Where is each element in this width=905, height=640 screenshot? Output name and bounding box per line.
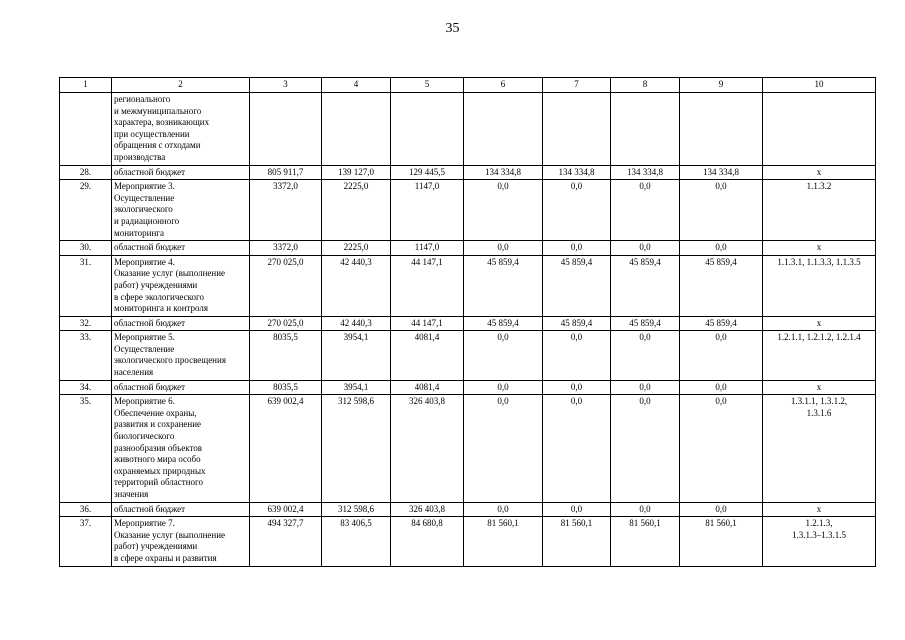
year-cell: 0,0 xyxy=(543,395,611,502)
year-cell: 45 859,4 xyxy=(611,255,680,316)
year-cell: 84 680,8 xyxy=(391,517,464,566)
year-cell: 129 445,5 xyxy=(391,165,464,180)
total-cell: 3372,0 xyxy=(250,180,322,241)
year-cell: 326 403,8 xyxy=(391,395,464,502)
year-cell: 0,0 xyxy=(464,502,543,517)
year-cell: 45 859,4 xyxy=(464,255,543,316)
column-header: 3 xyxy=(250,78,322,93)
year-cell: 81 560,1 xyxy=(680,517,763,566)
year-cell: 0,0 xyxy=(611,380,680,395)
year-cell: 81 560,1 xyxy=(464,517,543,566)
column-header: 2 xyxy=(112,78,250,93)
total-cell: 8035,5 xyxy=(250,380,322,395)
year-cell: 81 560,1 xyxy=(611,517,680,566)
description-cell: областной бюджет xyxy=(112,241,250,256)
year-cell: 45 859,4 xyxy=(680,255,763,316)
year-cell xyxy=(322,93,391,166)
year-cell: 45 859,4 xyxy=(680,316,763,331)
row-number-cell: 34. xyxy=(60,380,112,395)
row-number-cell: 29. xyxy=(60,180,112,241)
year-cell: 134 334,8 xyxy=(680,165,763,180)
year-cell: 134 334,8 xyxy=(543,165,611,180)
year-cell xyxy=(543,93,611,166)
description-cell: Мероприятие 7. Оказание услуг (выполнение работ) учреждениями в сфере охраны и развития xyxy=(112,517,250,566)
activity-row xyxy=(60,255,876,316)
indicator-ref-cell: x xyxy=(763,502,876,517)
column-header: 9 xyxy=(680,78,763,93)
year-cell: 45 859,4 xyxy=(543,255,611,316)
year-cell: 0,0 xyxy=(680,380,763,395)
year-cell: 2225,0 xyxy=(322,180,391,241)
year-cell: 0,0 xyxy=(611,395,680,502)
row-number-cell: 30. xyxy=(60,241,112,256)
year-cell: 44 147,1 xyxy=(391,316,464,331)
year-cell: 81 560,1 xyxy=(543,517,611,566)
year-cell xyxy=(464,93,543,166)
total-cell: 270 025,0 xyxy=(250,255,322,316)
year-cell: 42 440,3 xyxy=(322,316,391,331)
description-cell: Мероприятие 5. Осуществление экологического просвещения населения xyxy=(112,331,250,380)
indicator-ref-cell: 1.2.1.3, 1.3.1.3–1.3.1.5 xyxy=(763,517,876,566)
year-cell: 0,0 xyxy=(611,331,680,380)
indicator-ref-cell: x xyxy=(763,241,876,256)
indicator-ref-cell: x xyxy=(763,316,876,331)
year-cell: 134 334,8 xyxy=(464,165,543,180)
indicator-ref-cell: x xyxy=(763,380,876,395)
total-cell: 639 002,4 xyxy=(250,395,322,502)
year-cell: 0,0 xyxy=(543,331,611,380)
indicator-ref-cell xyxy=(763,93,876,166)
year-cell: 0,0 xyxy=(611,241,680,256)
page-number: 35 xyxy=(445,21,460,36)
year-cell: 0,0 xyxy=(611,502,680,517)
description-cell: Мероприятие 6. Обеспечение охраны, развития и сохранение биологического разнообразия объектов животного мира особо охраняемых природных территорий областного значения xyxy=(112,395,250,502)
year-cell: 0,0 xyxy=(680,502,763,517)
year-cell: 0,0 xyxy=(543,241,611,256)
year-cell: 0,0 xyxy=(543,502,611,517)
year-cell: 45 859,4 xyxy=(611,316,680,331)
budget-row xyxy=(60,316,876,331)
description-cell: областной бюджет xyxy=(112,316,250,331)
description-cell: регионального и межмуниципального характера, возникающих при осуществлении обращения с отходами производства xyxy=(112,93,250,166)
year-cell xyxy=(611,93,680,166)
year-cell: 2225,0 xyxy=(322,241,391,256)
year-cell: 0,0 xyxy=(543,380,611,395)
activity-row xyxy=(60,93,876,166)
activity-row xyxy=(60,517,876,566)
total-cell: 8035,5 xyxy=(250,331,322,380)
year-cell: 0,0 xyxy=(464,395,543,502)
year-cell: 44 147,1 xyxy=(391,255,464,316)
total-cell: 494 327,7 xyxy=(250,517,322,566)
year-cell: 0,0 xyxy=(680,331,763,380)
year-cell: 0,0 xyxy=(464,241,543,256)
year-cell: 326 403,8 xyxy=(391,502,464,517)
activity-row xyxy=(60,395,876,502)
year-cell: 1147,0 xyxy=(391,180,464,241)
column-header: 6 xyxy=(464,78,543,93)
year-cell: 3954,1 xyxy=(322,331,391,380)
budget-row xyxy=(60,241,876,256)
row-number-cell: 37. xyxy=(60,517,112,566)
row-number-cell xyxy=(60,93,112,166)
year-cell: 0,0 xyxy=(680,241,763,256)
column-header: 5 xyxy=(391,78,464,93)
total-cell: 639 002,4 xyxy=(250,502,322,517)
indicator-ref-cell: 1.3.1.1, 1.3.1.2, 1.3.1.6 xyxy=(763,395,876,502)
total-cell xyxy=(250,93,322,166)
year-cell: 0,0 xyxy=(464,380,543,395)
total-cell: 270 025,0 xyxy=(250,316,322,331)
column-header: 8 xyxy=(611,78,680,93)
year-cell xyxy=(391,93,464,166)
row-number-cell: 33. xyxy=(60,331,112,380)
program-table xyxy=(59,77,876,567)
year-cell: 0,0 xyxy=(543,180,611,241)
year-cell: 42 440,3 xyxy=(322,255,391,316)
row-number-cell: 36. xyxy=(60,502,112,517)
year-cell: 0,0 xyxy=(680,395,763,502)
year-cell: 0,0 xyxy=(611,180,680,241)
indicator-ref-cell: 1.1.3.2 xyxy=(763,180,876,241)
year-cell: 312 598,6 xyxy=(322,502,391,517)
indicator-ref-cell: 1.1.3.1, 1.1.3.3, 1.1.3.5 xyxy=(763,255,876,316)
column-header: 4 xyxy=(322,78,391,93)
row-number-cell: 28. xyxy=(60,165,112,180)
year-cell: 1147,0 xyxy=(391,241,464,256)
year-cell: 4081,4 xyxy=(391,380,464,395)
indicator-ref-cell: x xyxy=(763,165,876,180)
year-cell: 45 859,4 xyxy=(464,316,543,331)
description-cell: областной бюджет xyxy=(112,502,250,517)
activity-row xyxy=(60,331,876,380)
total-cell: 805 911,7 xyxy=(250,165,322,180)
budget-row xyxy=(60,380,876,395)
year-cell: 0,0 xyxy=(680,180,763,241)
description-cell: областной бюджет xyxy=(112,165,250,180)
column-header: 7 xyxy=(543,78,611,93)
budget-row xyxy=(60,502,876,517)
row-number-cell: 32. xyxy=(60,316,112,331)
year-cell: 3954,1 xyxy=(322,380,391,395)
description-cell: областной бюджет xyxy=(112,380,250,395)
row-number-cell: 31. xyxy=(60,255,112,316)
description-cell: Мероприятие 4. Оказание услуг (выполнение работ) учреждениями в сфере экологического мониторинга и контроля xyxy=(112,255,250,316)
year-cell: 134 334,8 xyxy=(611,165,680,180)
indicator-ref-cell: 1.2.1.1, 1.2.1.2, 1.2.1.4 xyxy=(763,331,876,380)
year-cell: 139 127,0 xyxy=(322,165,391,180)
row-number-cell: 35. xyxy=(60,395,112,502)
budget-row xyxy=(60,165,876,180)
year-cell xyxy=(680,93,763,166)
activity-row xyxy=(60,180,876,241)
year-cell: 312 598,6 xyxy=(322,395,391,502)
table-header-row xyxy=(60,78,876,93)
year-cell: 83 406,5 xyxy=(322,517,391,566)
year-cell: 0,0 xyxy=(464,180,543,241)
description-cell: Мероприятие 3. Осуществление экологического и радиационного мониторинга xyxy=(112,180,250,241)
year-cell: 45 859,4 xyxy=(543,316,611,331)
total-cell: 3372,0 xyxy=(250,241,322,256)
column-header: 10 xyxy=(763,78,876,93)
year-cell: 4081,4 xyxy=(391,331,464,380)
column-header: 1 xyxy=(60,78,112,93)
year-cell: 0,0 xyxy=(464,331,543,380)
